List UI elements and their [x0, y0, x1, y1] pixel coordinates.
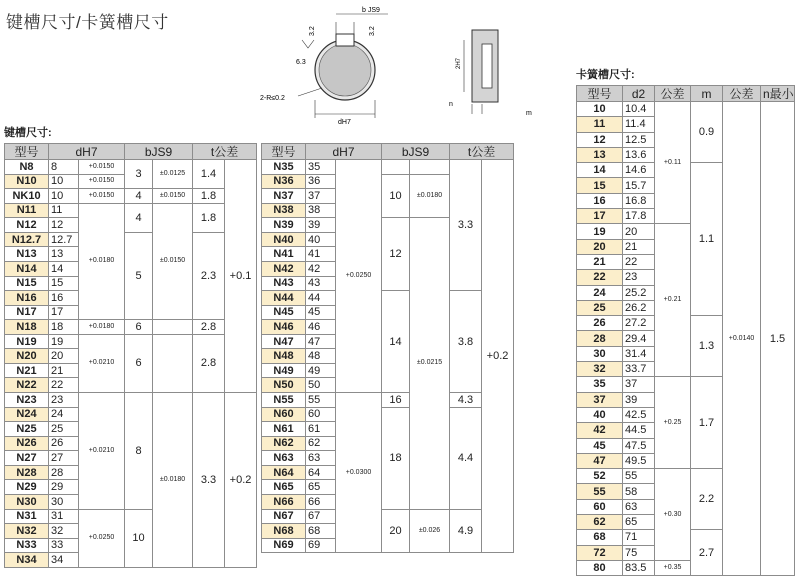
model-cell: N44 [262, 291, 306, 306]
dim-cell: 38 [306, 203, 336, 218]
dim-cell: 23 [49, 393, 79, 408]
dim-cell: 46 [306, 320, 336, 335]
dim-cell: 55 [306, 393, 336, 408]
table-row [262, 393, 514, 408]
model-cell: 11 [577, 117, 623, 132]
dim-cell: 14.6 [623, 163, 655, 178]
dim-cell: 14 [49, 261, 79, 276]
model-cell: N48 [262, 349, 306, 364]
btol-cell: ±0.0215 [410, 218, 450, 509]
model-cell: N19 [5, 334, 49, 349]
dim-cell: 31.4 [623, 346, 655, 361]
model-cell: N65 [262, 480, 306, 495]
model-cell: N12.7 [5, 232, 49, 247]
dim-cell: 36 [306, 174, 336, 189]
col-m: m [691, 86, 723, 102]
keyway-table-right [261, 143, 514, 553]
model-cell: N28 [5, 465, 49, 480]
dim-cell: 33.7 [623, 362, 655, 377]
dim-cell: 16 [49, 291, 79, 306]
model-cell: 68 [577, 530, 623, 545]
col-d2-tol: 公差 [655, 86, 691, 102]
model-cell: 47 [577, 453, 623, 468]
b-cell: 18 [382, 407, 410, 509]
model-cell: N47 [262, 334, 306, 349]
model-cell: 19 [577, 224, 623, 239]
model-cell: 22 [577, 270, 623, 285]
btol-cell: ±0.0180 [153, 393, 193, 568]
b-cell: 14 [382, 291, 410, 393]
t-cell: 3.3 [193, 393, 225, 568]
model-cell: 42 [577, 423, 623, 438]
m-label: m [526, 110, 532, 117]
model-cell: N27 [5, 451, 49, 466]
model-cell: N14 [5, 261, 49, 276]
t-cell: 2.8 [193, 334, 225, 392]
model-cell: N32 [5, 524, 49, 539]
model-cell: 32 [577, 362, 623, 377]
model-cell: N10 [5, 174, 49, 189]
t-cell: 1.8 [193, 189, 225, 204]
dim-cell: 47 [306, 334, 336, 349]
dim-cell: 17 [49, 305, 79, 320]
b-cell [382, 160, 410, 175]
model-cell: N68 [262, 524, 306, 539]
col-model: 型号 [262, 144, 306, 160]
dim-cell: 39 [306, 218, 336, 233]
model-cell: N60 [262, 407, 306, 422]
btol-cell: ±0.0150 [153, 189, 193, 204]
b-cell: 16 [382, 393, 410, 408]
b-cell: 3 [125, 160, 153, 189]
dim-cell: 49 [306, 363, 336, 378]
model-cell: N55 [262, 393, 306, 408]
model-cell: N23 [5, 393, 49, 408]
model-cell: N38 [262, 203, 306, 218]
keyway-subtitle: 键槽尺寸: [4, 127, 52, 139]
d2tol-cell: +0.11 [655, 102, 691, 224]
model-cell: N17 [5, 305, 49, 320]
model-cell: N39 [262, 218, 306, 233]
dim-cell: 71 [623, 530, 655, 545]
model-cell: 13 [577, 147, 623, 162]
d2tol-cell: +0.25 [655, 377, 691, 469]
dim-cell: 64 [306, 465, 336, 480]
radius-label: 2-R≤0.2 [260, 95, 285, 102]
model-cell: N26 [5, 436, 49, 451]
dim-cell: 39 [623, 392, 655, 407]
dtol-cell: +0.0150 [79, 174, 125, 189]
model-cell: 55 [577, 484, 623, 499]
model-cell: N11 [5, 203, 49, 218]
btol-cell: ±0.026 [410, 509, 450, 553]
model-cell: 16 [577, 193, 623, 208]
model-cell: 37 [577, 392, 623, 407]
d2tol-cell: +0.30 [655, 469, 691, 561]
dim-cell: 30 [49, 494, 79, 509]
model-cell: N34 [5, 553, 49, 568]
n-cell: 1.5 [761, 102, 795, 576]
model-cell: N42 [262, 261, 306, 276]
dim-cell: 65 [306, 480, 336, 495]
d2tol-cell: +0.35 [655, 560, 691, 575]
page-title: 键槽尺寸/卡簧槽尺寸 [6, 13, 169, 32]
dim-cell: 65 [623, 515, 655, 530]
dim-cell: 67 [306, 509, 336, 524]
dim-cell: 25 [49, 422, 79, 437]
dim-cell: 40 [306, 232, 336, 247]
dim-cell: 41 [306, 247, 336, 262]
n-label: n [449, 101, 453, 108]
dim-cell: 18 [49, 320, 79, 335]
model-cell: 30 [577, 346, 623, 361]
m-cell: 2.2 [691, 469, 723, 530]
dim-cell: 35 [306, 160, 336, 175]
model-cell: N67 [262, 509, 306, 524]
m-cell: 2.7 [691, 530, 723, 576]
model-cell: N62 [262, 436, 306, 451]
dim-cell: 26 [49, 436, 79, 451]
ttol-cell: +0.2 [225, 393, 257, 568]
dim-cell: 12.7 [49, 232, 79, 247]
table-row [262, 407, 514, 422]
btol-cell [410, 160, 450, 175]
model-cell: N41 [262, 247, 306, 262]
model-cell: 17 [577, 209, 623, 224]
t-cell: 4.4 [450, 407, 482, 509]
dim-cell: 27 [49, 451, 79, 466]
dim-cell: 31 [49, 509, 79, 524]
model-cell: N40 [262, 232, 306, 247]
model-cell: N13 [5, 247, 49, 262]
dim-cell: 20 [49, 349, 79, 364]
t-cell: 4.9 [450, 509, 482, 553]
t-cell: 2.3 [193, 232, 225, 319]
btol-cell [153, 334, 193, 392]
col-bjs9: bJS9 [125, 144, 193, 160]
col-m-tol: 公差 [723, 86, 761, 102]
dim-cell: 10 [49, 174, 79, 189]
model-cell: N69 [262, 538, 306, 553]
b-cell: 10 [125, 509, 153, 567]
btol-cell [153, 320, 193, 335]
dim-cell: 22 [623, 254, 655, 269]
model-cell: 15 [577, 178, 623, 193]
model-cell: N63 [262, 451, 306, 466]
dim-cell: 10 [49, 189, 79, 204]
dim-cell: 61 [306, 422, 336, 437]
model-cell: N46 [262, 320, 306, 335]
dim-cell: 16.8 [623, 193, 655, 208]
model-cell: 72 [577, 545, 623, 560]
dim-cell: 27.2 [623, 316, 655, 331]
model-cell: N66 [262, 494, 306, 509]
dh7-label: dH7 [338, 119, 351, 125]
dim-cell: 60 [306, 407, 336, 422]
mtol-cell: +0.0140 [723, 102, 761, 576]
b-cell: 6 [125, 334, 153, 392]
model-cell: NK10 [5, 189, 49, 204]
model-cell: N43 [262, 276, 306, 291]
col-t-tol: t公差 [193, 144, 257, 160]
model-cell: N8 [5, 160, 49, 175]
dim-cell: 15.7 [623, 178, 655, 193]
table-row [262, 291, 514, 306]
circlip-table [576, 85, 795, 576]
b-cell: 10 [382, 174, 410, 218]
model-cell: N18 [5, 320, 49, 335]
col-dh7: dH7 [306, 144, 382, 160]
col-model: 型号 [577, 86, 623, 102]
model-cell: N29 [5, 480, 49, 495]
table-row [262, 509, 514, 524]
b-cell: 4 [125, 189, 153, 204]
table-row [5, 160, 257, 175]
model-cell: N50 [262, 378, 306, 393]
d2h7-label: 2H7 [456, 57, 462, 69]
model-cell: 35 [577, 377, 623, 392]
col-model: 型号 [5, 144, 49, 160]
dim-cell: 13 [49, 247, 79, 262]
model-cell: N12 [5, 218, 49, 233]
dim-cell: 45 [306, 305, 336, 320]
dim-cell: 49.5 [623, 453, 655, 468]
btol-cell: ±0.0150 [153, 203, 193, 320]
dim-cell: 44 [306, 291, 336, 306]
keyway-slot [336, 34, 354, 46]
dim-cell: 37 [306, 189, 336, 204]
dim-cell: 26.2 [623, 300, 655, 315]
dim-cell: 29.4 [623, 331, 655, 346]
ttol-cell: +0.1 [225, 160, 257, 393]
dim-cell: 13.6 [623, 147, 655, 162]
keyway-drawing [250, 0, 570, 125]
dim-cell: 69 [306, 538, 336, 553]
dim-cell: 12 [49, 218, 79, 233]
dim-cell: 17.8 [623, 209, 655, 224]
dim-cell: 66 [306, 494, 336, 509]
dim-cell: 28 [49, 465, 79, 480]
model-cell: N22 [5, 378, 49, 393]
col-t-tol: t公差 [450, 144, 514, 160]
model-cell: 52 [577, 469, 623, 484]
bjs9-label: b JS9 [362, 7, 380, 14]
model-cell: 60 [577, 499, 623, 514]
dim-cell: 58 [623, 484, 655, 499]
dim-cell: 83.5 [623, 560, 655, 575]
b-cell: 8 [125, 393, 153, 510]
model-cell: 21 [577, 254, 623, 269]
dim-cell: 22 [49, 378, 79, 393]
dtol-cell: +0.0210 [79, 334, 125, 392]
model-cell: 80 [577, 560, 623, 575]
dim-cell: 11.4 [623, 117, 655, 132]
btol-cell: ±0.0125 [153, 160, 193, 189]
dim-cell: 34 [49, 553, 79, 568]
model-cell: N31 [5, 509, 49, 524]
dim-cell: 19 [49, 334, 79, 349]
dim-cell: 48 [306, 349, 336, 364]
model-cell: N45 [262, 305, 306, 320]
table-row [5, 334, 257, 349]
dim-cell: 20 [623, 224, 655, 239]
dtol-cell: +0.0300 [336, 393, 382, 553]
dim-cell: 63 [623, 499, 655, 514]
dim-cell: 15 [49, 276, 79, 291]
table-row [577, 102, 795, 117]
model-cell: 40 [577, 407, 623, 422]
table-row [5, 189, 257, 204]
model-cell: N61 [262, 422, 306, 437]
dim-cell: 10.4 [623, 102, 655, 117]
dim-cell: 62 [306, 436, 336, 451]
t-cell: 2.8 [193, 320, 225, 335]
model-cell: N64 [262, 465, 306, 480]
model-cell: N30 [5, 494, 49, 509]
t-cell: 1.8 [193, 203, 225, 232]
dim-cell: 21 [49, 363, 79, 378]
model-cell: N24 [5, 407, 49, 422]
roughness-32-right: 3.2 [369, 26, 376, 36]
model-cell: N25 [5, 422, 49, 437]
t-cell: 3.8 [450, 291, 482, 393]
model-cell: 10 [577, 102, 623, 117]
model-cell: N16 [5, 291, 49, 306]
dim-cell: 63 [306, 451, 336, 466]
dim-cell: 75 [623, 545, 655, 560]
table-row [5, 232, 257, 247]
col-n-min: n最小 [761, 86, 795, 102]
model-cell: 26 [577, 316, 623, 331]
m-cell: 1.7 [691, 377, 723, 469]
model-cell: 28 [577, 331, 623, 346]
dim-cell: 43 [306, 276, 336, 291]
model-cell: N20 [5, 349, 49, 364]
model-cell: 25 [577, 300, 623, 315]
model-cell: 62 [577, 515, 623, 530]
model-cell: N35 [262, 160, 306, 175]
table-row [5, 393, 257, 408]
dtol-cell: +0.0180 [79, 203, 125, 320]
t-cell: 1.4 [193, 160, 225, 189]
model-cell: 45 [577, 438, 623, 453]
dtol-cell: +0.0180 [79, 320, 125, 335]
dim-cell: 23 [623, 270, 655, 285]
t-cell: 3.3 [450, 160, 482, 291]
dim-cell: 37 [623, 377, 655, 392]
m-cell: 0.9 [691, 102, 723, 163]
dim-cell: 55 [623, 469, 655, 484]
table-row [5, 320, 257, 335]
col-bjs9: bJS9 [382, 144, 450, 160]
keyway-table-left [4, 143, 257, 568]
hub-inner-circle [319, 44, 371, 96]
dtol-cell: +0.0250 [336, 160, 382, 393]
table-row [262, 160, 514, 175]
model-cell: 20 [577, 239, 623, 254]
b-cell: 6 [125, 320, 153, 335]
m-cell: 1.1 [691, 163, 723, 316]
dim-cell: 32 [49, 524, 79, 539]
dim-cell: 47.5 [623, 438, 655, 453]
btol-cell: ±0.0180 [410, 174, 450, 218]
b-cell: 4 [125, 203, 153, 232]
dim-cell: 29 [49, 480, 79, 495]
circlip-subtitle: 卡簧槽尺寸: [576, 69, 635, 81]
table-row [5, 203, 257, 218]
dim-cell: 68 [306, 524, 336, 539]
b-cell: 12 [382, 218, 410, 291]
dtol-cell: +0.0210 [79, 393, 125, 510]
dim-cell: 25.2 [623, 285, 655, 300]
b-cell: 5 [125, 232, 153, 319]
dim-cell: 44.5 [623, 423, 655, 438]
col-dh7: dH7 [49, 144, 125, 160]
d2tol-cell: +0.21 [655, 224, 691, 377]
dim-cell: 11 [49, 203, 79, 218]
model-cell: N49 [262, 363, 306, 378]
model-cell: N15 [5, 276, 49, 291]
dim-cell: 12.5 [623, 132, 655, 147]
dim-cell: 50 [306, 378, 336, 393]
dim-cell: 24 [49, 407, 79, 422]
model-cell: N21 [5, 363, 49, 378]
dtol-cell: +0.0250 [79, 509, 125, 567]
dim-cell: 33 [49, 538, 79, 553]
model-cell: N33 [5, 538, 49, 553]
dtol-cell: +0.0150 [79, 160, 125, 175]
b-cell: 20 [382, 509, 410, 553]
m-cell: 1.3 [691, 316, 723, 377]
dtol-cell: +0.0150 [79, 189, 125, 204]
model-cell: 24 [577, 285, 623, 300]
dim-cell: 8 [49, 160, 79, 175]
model-cell: N37 [262, 189, 306, 204]
model-cell: 12 [577, 132, 623, 147]
ttol-cell: +0.2 [482, 160, 514, 553]
dim-cell: 42.5 [623, 407, 655, 422]
col-d2: d2 [623, 86, 655, 102]
t-cell: 4.3 [450, 393, 482, 408]
dim-cell: 42 [306, 261, 336, 276]
model-cell: N36 [262, 174, 306, 189]
roughness-32-left: 3.2 [309, 26, 316, 36]
model-cell: 14 [577, 163, 623, 178]
roughness-63-label: 6.3 [296, 59, 306, 66]
dim-cell: 21 [623, 239, 655, 254]
